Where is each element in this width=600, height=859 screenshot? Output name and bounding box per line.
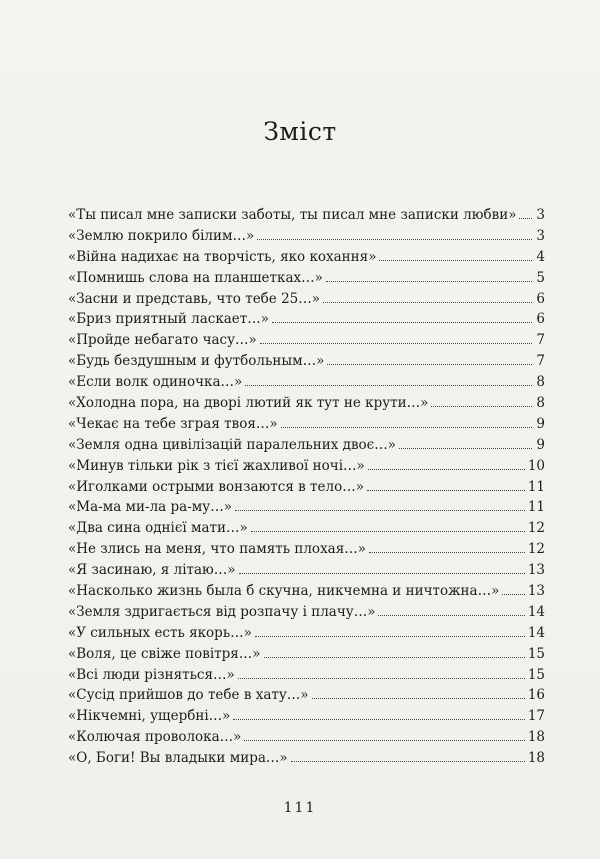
toc-entry-title: «Будь бездушным и футбольным…» — [68, 353, 325, 370]
toc-entry-title: «Колючая проволока…» — [68, 729, 242, 746]
dot-leader — [327, 364, 532, 365]
dot-leader — [367, 490, 525, 491]
dot-leader — [233, 719, 524, 720]
dot-leader — [272, 322, 532, 323]
dot-leader — [378, 615, 524, 616]
page-title: Зміст — [263, 117, 337, 146]
toc-entry-title: «Два сина однієї мати…» — [68, 520, 248, 537]
toc-entry-title: «Иголками острыми вонзаются в тело…» — [68, 478, 364, 495]
toc-entry-page: 17 — [527, 708, 545, 725]
toc-entry — [68, 456, 545, 477]
dot-leader — [291, 761, 525, 762]
toc-entry-title: «Землю покрило білим…» — [68, 227, 255, 244]
toc-entry-page: 3 — [536, 207, 545, 223]
toc-entry-title: «Холодна пора, на дворі лютий як тут не крути…» — [68, 395, 429, 412]
dot-leader — [431, 406, 532, 407]
toc-entry — [68, 330, 545, 351]
toc-entry — [68, 644, 545, 665]
toc-entry-title: «У сильных есть якорь…» — [68, 624, 252, 641]
toc-entry-page: 18 — [527, 729, 545, 746]
toc-entry-page: 6 — [536, 290, 545, 307]
toc-entry-page: 16 — [527, 687, 545, 704]
toc-entry-title: «Я засинаю, я літаю…» — [68, 562, 236, 579]
toc-entry-title: «Если волк одиночка…» — [68, 374, 243, 391]
toc-entry-title: «Не злись на меня, что память плохая…» — [68, 541, 367, 558]
toc-entry-page: 10 — [527, 457, 545, 474]
dot-leader — [257, 239, 532, 240]
toc-entry-title: «Минув тільки рік з тієї жахливої ночі…» — [68, 457, 365, 474]
toc-entry — [68, 539, 545, 560]
toc-entry-page: 7 — [536, 353, 545, 370]
toc-entry-title: «Пройде небагато часу…» — [68, 332, 257, 349]
dot-leader — [326, 281, 532, 282]
toc-entry-page: 5 — [536, 269, 545, 286]
toc-entry-page: 15 — [527, 666, 545, 683]
toc-entry — [68, 226, 545, 247]
dot-leader — [502, 594, 524, 595]
toc-entry-title: «Всі люди різняться…» — [68, 666, 235, 683]
dot-leader — [368, 469, 525, 470]
toc-entry — [68, 602, 545, 623]
toc-entry — [68, 706, 545, 727]
toc-entry-page: 8 — [536, 395, 545, 412]
toc-entry-title: «Ма-ма ми-ла ра-му…» — [68, 499, 232, 516]
toc-entry — [68, 748, 545, 769]
toc-entry — [68, 205, 545, 226]
toc-entry-page: 14 — [527, 624, 545, 641]
toc-entry — [68, 309, 545, 330]
toc-entry-page: 3 — [536, 227, 545, 244]
dot-leader — [519, 218, 532, 219]
dot-leader — [255, 636, 525, 637]
toc-entry — [68, 623, 545, 644]
dot-leader — [239, 573, 525, 574]
toc-entry — [68, 268, 545, 289]
dot-leader — [235, 510, 525, 511]
toc-entry — [68, 372, 545, 393]
toc-entry-page: 13 — [527, 562, 545, 579]
toc-entry — [68, 289, 545, 310]
dot-leader — [245, 385, 532, 386]
toc-entry-title: «Чекає на тебе зграя твоя…» — [68, 415, 278, 432]
toc-entry-title: «Нікчемні, ущербні…» — [68, 708, 231, 725]
toc-entry — [68, 727, 545, 748]
toc-entry-title: «Бриз приятный ласкает…» — [68, 311, 270, 328]
dot-leader — [238, 678, 525, 679]
toc-entry — [68, 435, 545, 456]
toc-entry-page: 18 — [527, 750, 545, 767]
toc-entry — [68, 665, 545, 686]
toc-entry — [68, 477, 545, 498]
toc-entry-title: «Засни и представь, что тебе 25…» — [68, 290, 321, 307]
toc-entry — [68, 685, 545, 706]
dot-leader — [264, 657, 525, 658]
toc-entry-page: 14 — [527, 603, 545, 620]
toc-entry-title: «Війна надихає на творчість, яко кохання» — [68, 248, 377, 265]
toc-entry-title: «Земля здригається від розпачу і плачу…» — [68, 603, 376, 620]
toc-entry-page: 15 — [527, 645, 545, 662]
page-number: 111 — [283, 800, 317, 816]
toc-entry-title: «Насколько жизнь была б скучна, никчемна и ничтожна…» — [68, 583, 500, 600]
toc-entry — [68, 414, 545, 435]
toc-entry-title: «О, Боги! Вы владыки мира…» — [68, 750, 288, 767]
toc-entry-page: 12 — [527, 520, 545, 537]
toc-entry-page: 11 — [527, 499, 545, 516]
toc-entry-page: 4 — [536, 248, 545, 265]
toc-entry-page: 13 — [527, 583, 545, 600]
dot-leader — [399, 448, 532, 449]
toc-entry — [68, 560, 545, 581]
dot-leader — [244, 740, 524, 741]
toc-entry — [68, 497, 545, 518]
toc-entry-page: 11 — [527, 478, 545, 495]
dot-leader — [281, 427, 532, 428]
toc-entry — [68, 518, 545, 539]
toc-entry — [68, 393, 545, 414]
toc-entry-title: «Помнишь слова на планшетках…» — [68, 269, 323, 286]
dot-leader — [251, 531, 525, 532]
dot-leader — [323, 302, 532, 303]
dot-leader — [260, 343, 532, 344]
dot-leader — [312, 698, 525, 699]
toc-entry-page: 8 — [536, 374, 545, 391]
toc-entry-page: 6 — [536, 311, 545, 328]
toc-entry-title: «Сусід прийшов до тебе в хату…» — [68, 687, 309, 704]
toc-entry — [68, 351, 545, 372]
toc-entry — [68, 581, 545, 602]
dot-leader — [369, 552, 525, 553]
dot-leader — [379, 260, 532, 261]
toc-entry-title: «Земля одна цивілізацій паралельних двоє…» — [68, 436, 397, 453]
toc-entry-page: 12 — [527, 541, 545, 558]
toc-entry-page: 9 — [536, 415, 545, 432]
toc-entry-page: 9 — [536, 436, 545, 453]
toc-entry-title: «Ты писал мне записки заботы, ты писал мне записки любви» — [68, 207, 517, 223]
toc-entry-page: 7 — [536, 332, 545, 349]
toc-entry — [68, 247, 545, 268]
table-of-contents — [68, 205, 545, 769]
toc-entry-title: «Воля, це свіже повітря…» — [68, 645, 261, 662]
